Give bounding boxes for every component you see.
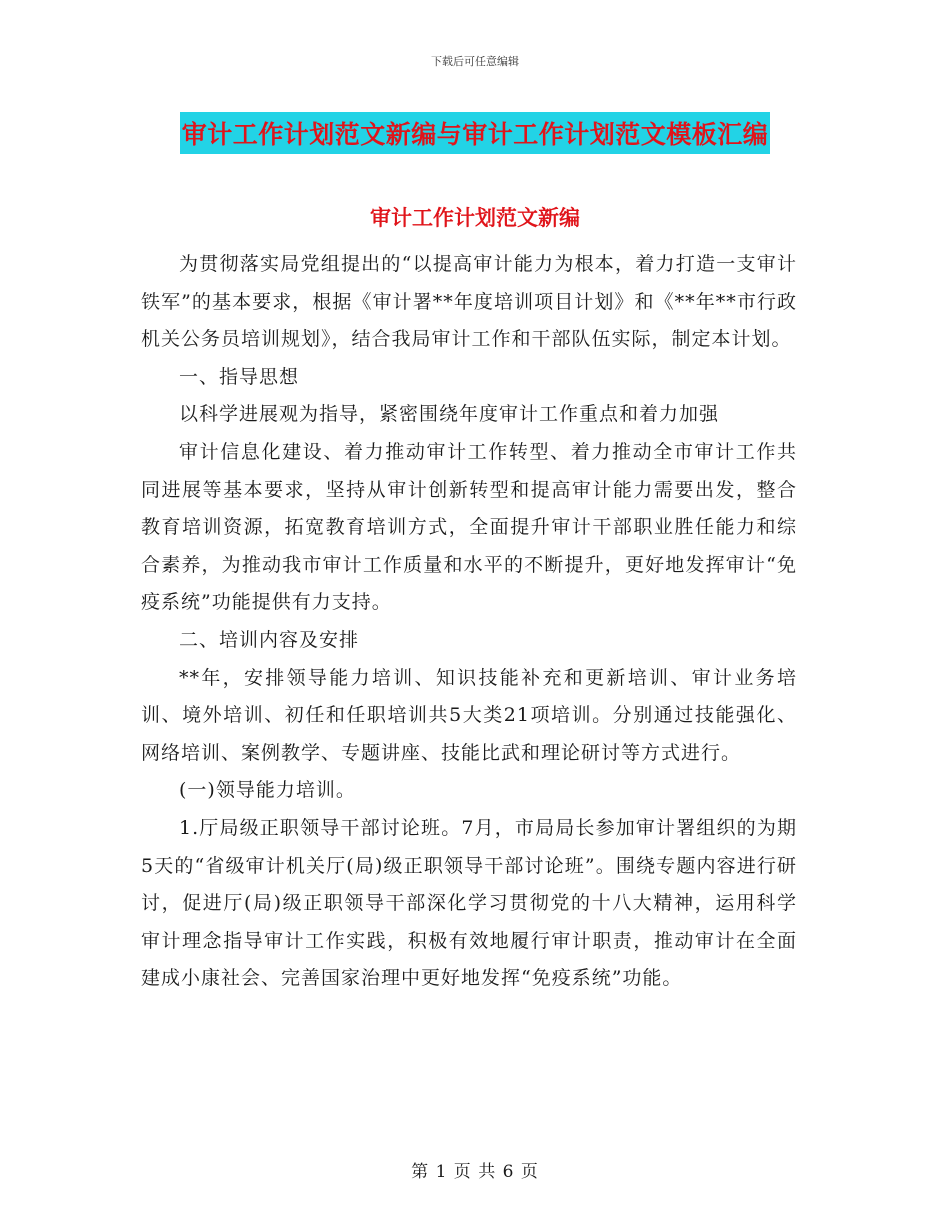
main-title: 审计工作计划范文新编与审计工作计划范文模板汇编 [180, 112, 771, 154]
document-body [141, 246, 797, 998]
paragraph-training-overview: **年，安排领导能力培训、知识技能补充和更新培训、审计业务培训、境外培训、初任和任职培训共5大类21项培训。分别通过技能强化、网络培训、案例教学、专题讲座、技能比武和理论研讨等方式进行。 [141, 666, 797, 764]
paragraph-intro: 为贯彻落实局党组提出的“以提高审计能力为根本，着力打造一支审计铁军”的基本要求，根据《审计署**年度培训项目计划》和《**年**市行政机关公务员培训规划》，结合我局审计工作和干部队伍实际，制定本计划。 [141, 253, 797, 351]
heading-guiding-ideology: 一、指导思想 [179, 365, 300, 388]
paragraph-guiding-1: 以科学进展观为指导，紧密围绕年度审计工作重点和着力加强 [179, 403, 720, 426]
page-number: 第 1 页 共 6 页 [411, 1162, 539, 1182]
section-title: 审计工作计划范文新编 [370, 206, 580, 230]
paragraph-leadership-seminar: 1.厅局级正职领导干部讨论班。7月，市局局长参加审计署组织的为期5天的“省级审计机关厅(局)级正职领导干部讨论班”。围绕专题内容进行研讨，促进厅(局)级正职领导干部深化学习贯彻党的十八大精神，运用科学审计理念指导审计工作实践，积极有效地履行审计职责，推动审计在全面建成小康社会、完善国家治理中更好地发挥“免疫系统”功能。 [141, 816, 797, 990]
heading-leadership-training: (一)领导能力培训。 [179, 779, 356, 802]
heading-training-content: 二、培训内容及安排 [179, 628, 360, 651]
main-title-container [0, 112, 950, 154]
paragraph-guiding-2: 审计信息化建设、着力推动审计工作转型、着力推动全市审计工作共同进展等基本要求，坚持从审计创新转型和提高审计能力需要出发，整合教育培训资源，拓宽教育培训方式，全面提升审计干部职业胜任能力和综合素养，为推动我市审计工作质量和水平的不断提升，更好地发挥审计“免疫系统”功能提供有力支持。 [141, 440, 797, 614]
page-header-note: 下载后可任意编辑 [431, 55, 519, 68]
